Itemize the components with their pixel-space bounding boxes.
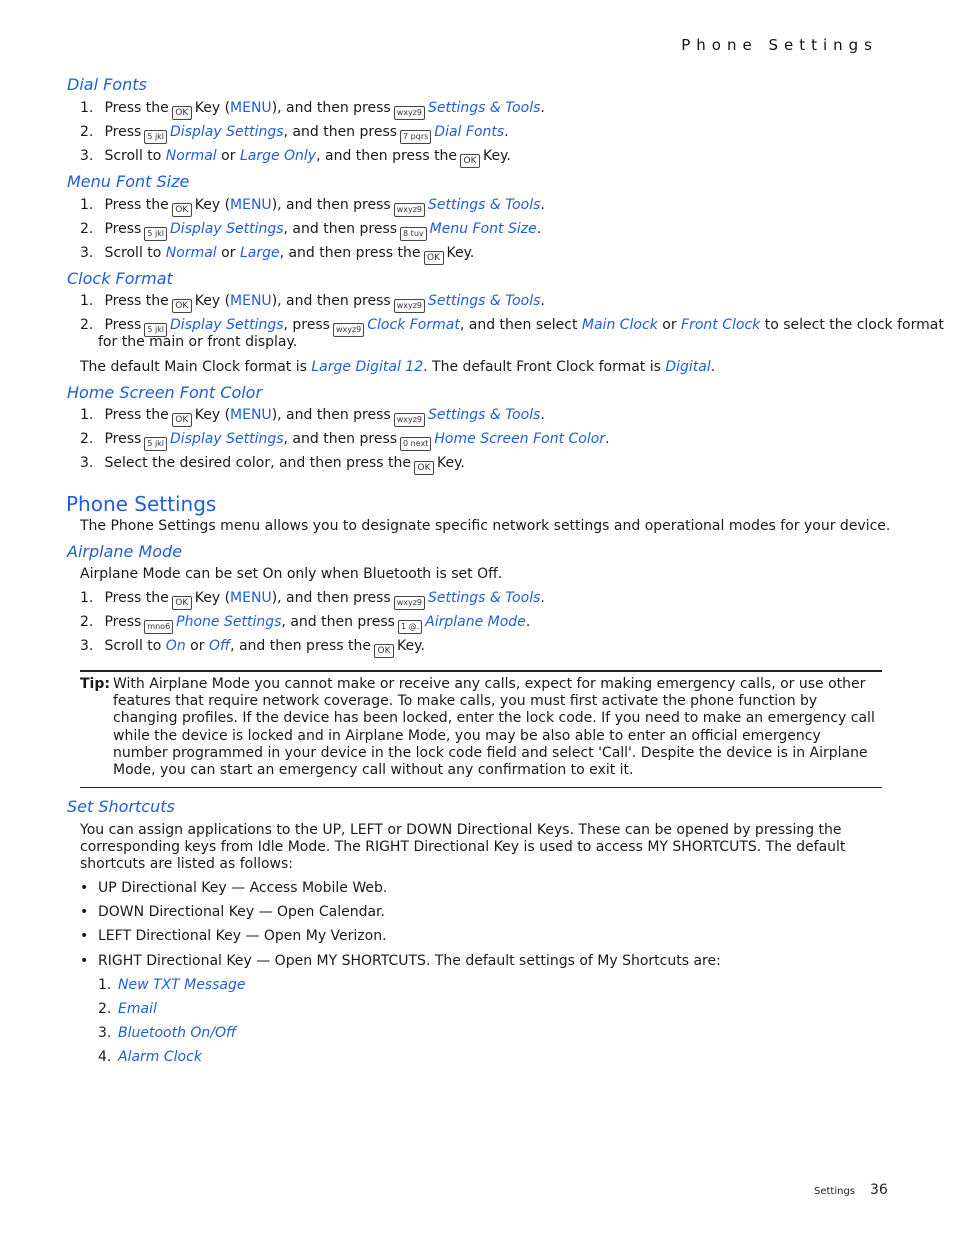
link-bluetooth-on-off[interactable]: Bluetooth On/Off [118, 1025, 237, 1041]
step-text: , and then press the [230, 638, 372, 654]
step-text: . [605, 431, 610, 447]
heading-airplane-mode: Airplane Mode [67, 542, 183, 561]
link-large-only[interactable]: Large Only [239, 148, 317, 164]
link-large[interactable]: Large [239, 245, 280, 261]
ok-key-icon: OK [172, 203, 192, 217]
key-9-icon: wxyz9 [394, 106, 425, 120]
step-text: Scroll to [104, 148, 162, 164]
step-number: 2. [80, 317, 94, 333]
step-number: 2. [80, 221, 94, 237]
step-number: 3. [80, 455, 94, 471]
heading-set-shortcuts: Set Shortcuts [67, 797, 175, 816]
step-number: 3. [80, 638, 94, 654]
step-number: 1. [98, 977, 112, 993]
step-text: Key. [437, 455, 465, 471]
bullet-icon: • [80, 928, 89, 944]
link-phone-settings[interactable]: Phone Settings [176, 614, 282, 630]
step-number: 2. [80, 431, 94, 447]
link-display-settings[interactable]: Display Settings [170, 317, 284, 333]
key-0-icon: 0 next [400, 437, 431, 451]
link-display-settings[interactable]: Display Settings [170, 124, 284, 140]
bullet-text: DOWN Directional Key — Open Calendar. [98, 904, 385, 920]
link-alarm-clock[interactable]: Alarm Clock [118, 1049, 202, 1065]
ok-key-icon: OK [172, 413, 192, 427]
airplane-intro: Airplane Mode can be set On only when Bluetooth is set Off. [80, 566, 503, 582]
link-display-settings[interactable]: Display Settings [170, 221, 284, 237]
page-number: 36 [870, 1182, 888, 1198]
step-text: ), and then press [271, 407, 391, 423]
shortcut-bullet [80, 928, 387, 945]
airplane-step-2 [80, 614, 530, 634]
footer-section: Settings [814, 1186, 856, 1197]
ok-key-icon: OK [424, 251, 444, 265]
clock-format-step-2-cont: for the main or front display. [98, 334, 298, 350]
step-text: Press the [104, 197, 169, 213]
link-main-clock[interactable]: Main Clock [581, 317, 658, 333]
step-text: Press the [104, 590, 169, 606]
step-text: , and then press the [316, 148, 458, 164]
step-text: Press [104, 431, 142, 447]
step-text: Key ( [194, 293, 231, 309]
link-settings-tools[interactable]: Settings & Tools [428, 100, 541, 116]
note-text: . [710, 359, 716, 375]
bullet-text: UP Directional Key — Access Mobile Web. [98, 880, 388, 896]
step-number: 2. [80, 124, 94, 140]
shortcut-bullet [80, 904, 385, 921]
link-off[interactable]: Off [208, 638, 231, 654]
step-number: 1. [80, 100, 94, 116]
shortcut-bullet [80, 880, 387, 897]
link-airplane-mode[interactable]: Airplane Mode [425, 614, 526, 630]
heading-dial-fonts: Dial Fonts [67, 75, 147, 94]
step-text: Press the [104, 407, 169, 423]
key-6-icon: mno6 [144, 620, 173, 634]
bullet-text: RIGHT Directional Key — Open MY SHORTCUTS. The default settings of My Shortcuts are: [98, 953, 721, 969]
key-5-icon: 5 jkl [144, 227, 167, 241]
key-1-icon: 1 @. [398, 620, 422, 634]
step-text: ), and then press [271, 590, 391, 606]
bullet-icon: • [80, 953, 89, 969]
key-8-icon: 8 tuv [400, 227, 427, 241]
link-settings-tools[interactable]: Settings & Tools [428, 293, 541, 309]
dial-fonts-step-3 [80, 148, 511, 168]
step-text: . [540, 293, 545, 309]
step-number: 1. [80, 407, 94, 423]
shortcuts-intro: You can assign applications to the UP, LEFT or DOWN Directional Keys. These can be opened by pressing the corresponding keys from Idle Mode. The RIGHT Directional Key is used to access MY SHORTCUTS. The default shortcuts are listed as follows: [80, 822, 846, 872]
key-7-icon: 7 pqrs [400, 130, 431, 144]
ok-key-icon: OK [172, 596, 192, 610]
step-number: 4. [98, 1049, 112, 1065]
link-display-settings[interactable]: Display Settings [170, 431, 284, 447]
tip-label: Tip: [80, 676, 110, 692]
menu-font-step-3 [80, 245, 474, 265]
menu-label: MENU [230, 100, 272, 116]
step-text: Press [104, 317, 142, 333]
step-text: or [662, 317, 677, 333]
step-text: Key ( [194, 407, 231, 423]
link-large-digital-12[interactable]: Large Digital 12 [311, 359, 424, 375]
step-number: 2. [80, 614, 94, 630]
step-text: Key. [446, 245, 475, 261]
heading-menu-font-size: Menu Font Size [67, 172, 190, 191]
shortcut-item [98, 1025, 236, 1042]
step-text: ), and then press [271, 100, 391, 116]
key-9-icon: wxyz9 [394, 596, 425, 610]
step-text: , and then press [283, 124, 398, 140]
step-text: Key ( [194, 197, 231, 213]
key-9-icon: wxyz9 [394, 299, 425, 313]
airplane-step-1 [80, 590, 545, 610]
step-number: 2. [98, 1001, 112, 1017]
home-color-step-1 [80, 407, 545, 427]
key-5-icon: 5 jkl [144, 130, 167, 144]
link-dial-fonts[interactable]: Dial Fonts [434, 124, 505, 140]
step-number: 1. [80, 590, 94, 606]
key-5-icon: 5 jkl [144, 437, 167, 451]
home-color-step-3 [80, 455, 465, 475]
step-text: Scroll to [104, 638, 162, 654]
link-front-clock[interactable]: Front Clock [681, 317, 761, 333]
step-text: Press [104, 614, 142, 630]
step-text: . [536, 221, 542, 237]
step-text: Press the [104, 293, 169, 309]
ok-key-icon: OK [460, 154, 480, 168]
menu-label: MENU [230, 407, 272, 423]
step-text: . [540, 590, 545, 606]
step-text: . [540, 407, 545, 423]
step-text: , and then press [281, 614, 395, 630]
clock-format-step-1 [80, 293, 545, 313]
shortcut-item [98, 1049, 202, 1066]
step-text: . [540, 197, 545, 213]
key-9-icon: wxyz9 [333, 323, 364, 337]
dial-fonts-step-2 [80, 124, 509, 144]
key-5-icon: 5 jkl [144, 323, 167, 337]
step-text: Press [104, 124, 142, 140]
link-menu-font-size[interactable]: Menu Font Size [429, 221, 537, 237]
clock-format-note [80, 359, 715, 376]
step-text: . [525, 614, 531, 630]
menu-label: MENU [230, 590, 272, 606]
ok-key-icon: OK [172, 299, 192, 313]
key-9-icon: wxyz9 [394, 203, 425, 217]
step-text: or [190, 638, 205, 654]
step-text: Press [104, 221, 142, 237]
bullet-text: LEFT Directional Key — Open My Verizon. [98, 928, 387, 944]
bullet-icon: • [80, 880, 89, 896]
step-text: or [221, 245, 236, 261]
step-text: , and then press [283, 221, 398, 237]
phone-settings-intro: The Phone Settings menu allows you to designate specific network settings and operational modes for your device. [80, 518, 891, 534]
step-text: Press the [104, 100, 169, 116]
key-9-icon: wxyz9 [394, 413, 425, 427]
step-number: 3. [80, 245, 94, 261]
home-color-step-2 [80, 431, 610, 451]
step-text: Scroll to [104, 245, 162, 261]
step-text: , and then press the [279, 245, 421, 261]
step-number: 1. [80, 197, 94, 213]
shortcut-bullet [80, 953, 721, 970]
step-text: . [504, 124, 509, 140]
menu-label: MENU [230, 197, 272, 213]
shortcut-item [98, 977, 246, 994]
step-text: Key. [397, 638, 425, 654]
link-on[interactable]: On [165, 638, 186, 654]
menu-font-step-2 [80, 221, 541, 241]
step-text: or [221, 148, 236, 164]
ok-key-icon: OK [414, 461, 434, 475]
ok-key-icon: OK [172, 106, 192, 120]
ok-key-icon: OK [374, 644, 394, 658]
step-text: . [540, 100, 545, 116]
link-settings-tools[interactable]: Settings & Tools [428, 197, 541, 213]
link-email[interactable]: Email [118, 1001, 157, 1017]
tip-top-rule [80, 670, 882, 672]
step-number: 1. [80, 293, 94, 309]
link-settings-tools[interactable]: Settings & Tools [428, 590, 541, 606]
step-text: , press [283, 317, 330, 333]
running-head: Phone Settings [681, 36, 878, 54]
link-normal[interactable]: Normal [165, 245, 217, 261]
step-text: Key ( [194, 100, 231, 116]
step-text: ), and then press [271, 197, 391, 213]
step-text: Select the desired color, and then press the [104, 455, 412, 471]
tip-text: With Airplane Mode you cannot make or receive any calls, expect for making emergency calls, or use other features that require network coverage. To make calls, you must first activate the phone function by changing profiles. If the device has been locked, enter the lock code. If you need to make an emergency call while the device is locked and in Airplane Mode, you may be also able to enter an official emergency number programmed in your device in the lock code field and select 'Call'. Despite the device is in Airplane Mode, you can start an emergency call without any confirmation to exit it. [113, 676, 875, 779]
dial-fonts-step-1 [80, 100, 545, 120]
tip-bottom-rule [80, 787, 882, 788]
step-number: 3. [98, 1025, 112, 1041]
menu-font-step-1 [80, 197, 545, 217]
link-normal[interactable]: Normal [165, 148, 217, 164]
note-text: . The default Front Clock format is [423, 359, 661, 375]
heading-clock-format: Clock Format [67, 269, 173, 288]
step-text: Key ( [194, 590, 231, 606]
step-text: , and then press [283, 431, 398, 447]
shortcut-item [98, 1001, 157, 1018]
step-text: , and then select [459, 317, 578, 333]
step-text: ), and then press [271, 293, 391, 309]
step-text: to select the clock format [764, 317, 944, 333]
bullet-icon: • [80, 904, 89, 920]
heading-home-screen-font-color: Home Screen Font Color [67, 383, 263, 402]
step-text: Key. [483, 148, 511, 164]
link-home-screen-font-color[interactable]: Home Screen Font Color [434, 431, 606, 447]
link-settings-tools[interactable]: Settings & Tools [428, 407, 541, 423]
note-text: The default Main Clock format is [80, 359, 307, 375]
menu-label: MENU [230, 293, 272, 309]
airplane-step-3 [80, 638, 425, 658]
link-new-txt-message[interactable]: New TXT Message [118, 977, 246, 993]
link-digital[interactable]: Digital [665, 359, 711, 375]
heading-phone-settings: Phone Settings [66, 492, 217, 516]
step-number: 3. [80, 148, 94, 164]
link-clock-format[interactable]: Clock Format [367, 317, 460, 333]
